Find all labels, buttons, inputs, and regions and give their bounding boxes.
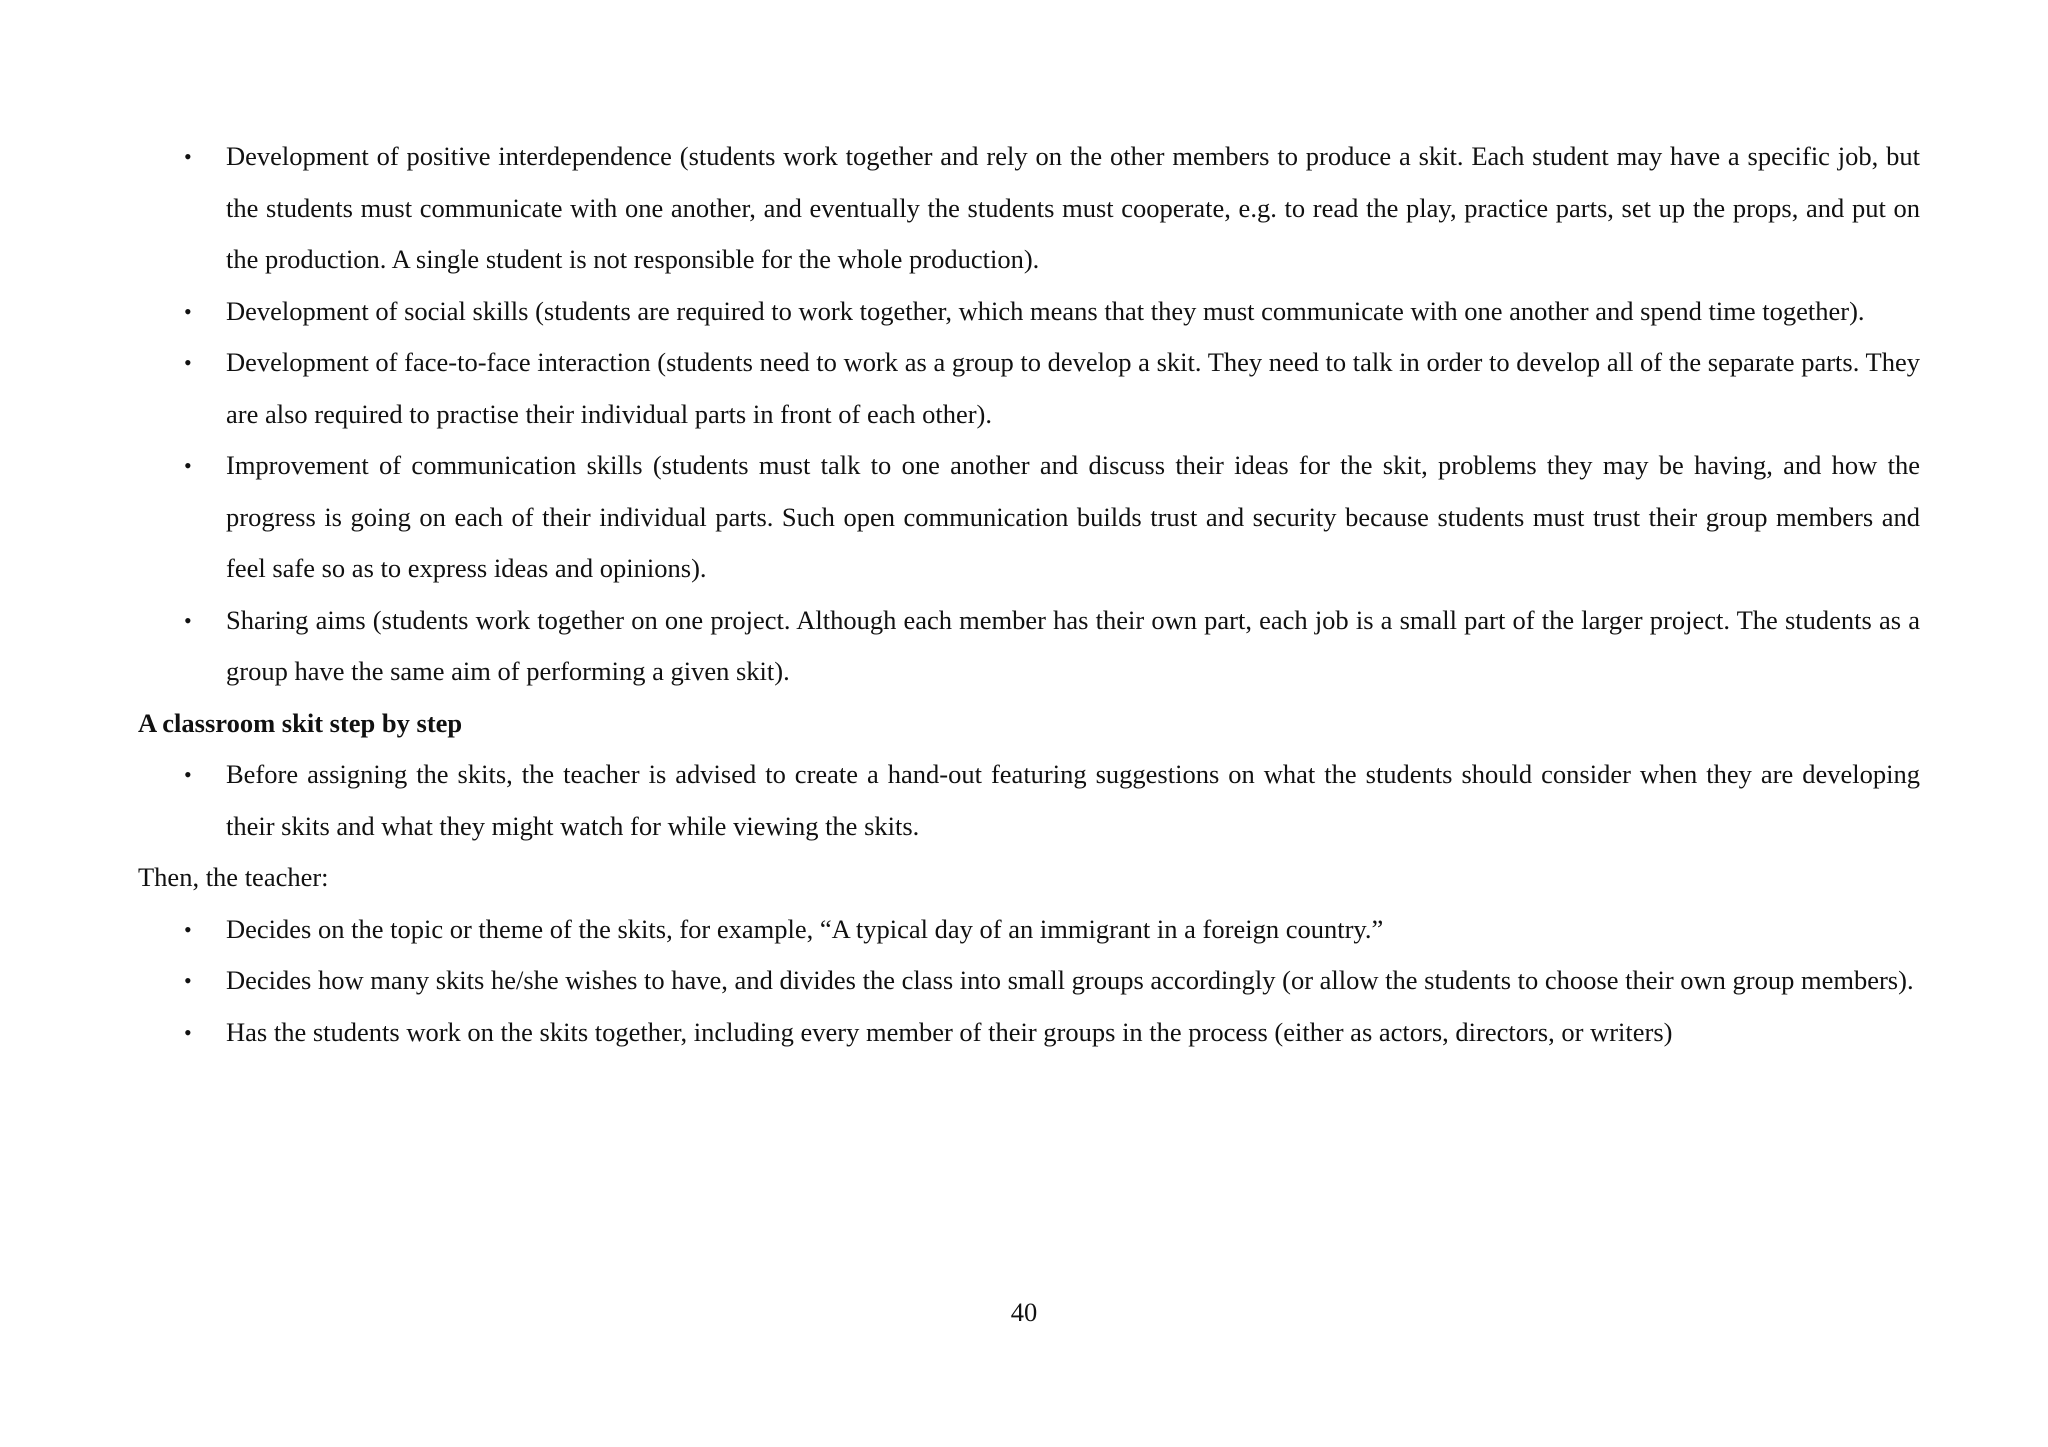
page-number: 40 (1010, 1297, 1038, 1327)
then-line: Then, the teacher: (138, 862, 329, 892)
list-item-text: Has the students work on the skits together, including every member of their groups in the process (either as actors, directors, or writers) (226, 1016, 1673, 1047)
step-bullet-list-1 (138, 749, 1920, 852)
list-item-text: Development of positive interdependence (students work together and rely on the other members to produce a skit. Each student may have a specific job, but the students must communicate with one another, and eventually the students must cooperate, e.g. to read the play, practice parts, set up the props, and put on the production. A single student is not responsible for the whole production). (226, 141, 1920, 274)
list-item-text: Before assigning the skits, the teacher is advised to create a hand-out featuring suggestions on what the students should consider when they are developing their skits and what they might watch for while viewing the skits. (226, 759, 1920, 841)
list-item (138, 286, 1920, 338)
bullet-icon: • (184, 1019, 192, 1045)
list-item (138, 337, 1920, 440)
bullet-icon: • (184, 968, 192, 993)
bullet-icon: • (184, 762, 192, 787)
list-item-text: Development of social skills (students are required to work together, which means that they must communicate with one another and spend time together). (226, 295, 1865, 326)
bullet-icon: • (184, 298, 192, 324)
bullet-icon: • (184, 453, 192, 478)
list-item (138, 131, 1920, 286)
section-heading: A classroom skit step by step (138, 707, 463, 738)
list-item-text: Development of face-to-face interaction (students need to work as a group to develop a skit. They need to talk in order to develop all of the separate parts. They are also required to practise their individual parts in front of each other). (226, 347, 1920, 429)
list-item-text: Sharing aims (students work together on one project. Although each member has their own part, each job is a small part of the larger project. The students as a group have the same aim of performing a given skit). (226, 604, 1920, 686)
bullet-icon: • (184, 916, 192, 942)
list-item (138, 749, 1920, 852)
bullet-icon: • (184, 144, 192, 169)
list-item (138, 440, 1920, 595)
intro-bullet-list (138, 131, 1920, 698)
list-item (138, 904, 1920, 956)
bullet-icon: • (184, 607, 192, 633)
list-item-text: Improvement of communication skills (students must talk to one another and discuss their ideas for the skit, problems they may be having, and how the progress is going on each of their individual parts. Such open communication builds trust and security because students must trust their group members and feel safe so as to express ideas and opinions). (226, 450, 1920, 583)
page-content (138, 131, 1920, 1058)
list-item (138, 1007, 1920, 1059)
list-item-text: Decides on the topic or theme of the skits, for example, “A typical day of an immigrant in a foreign country.” (226, 913, 1384, 944)
list-item (138, 595, 1920, 698)
list-item (138, 955, 1920, 1007)
bullet-icon: • (184, 350, 192, 375)
step-bullet-list-2 (138, 904, 1920, 1059)
list-item-text: Decides how many skits he/she wishes to have, and divides the class into small groups accordingly (or allow the students to choose their own group members). (226, 965, 1914, 995)
